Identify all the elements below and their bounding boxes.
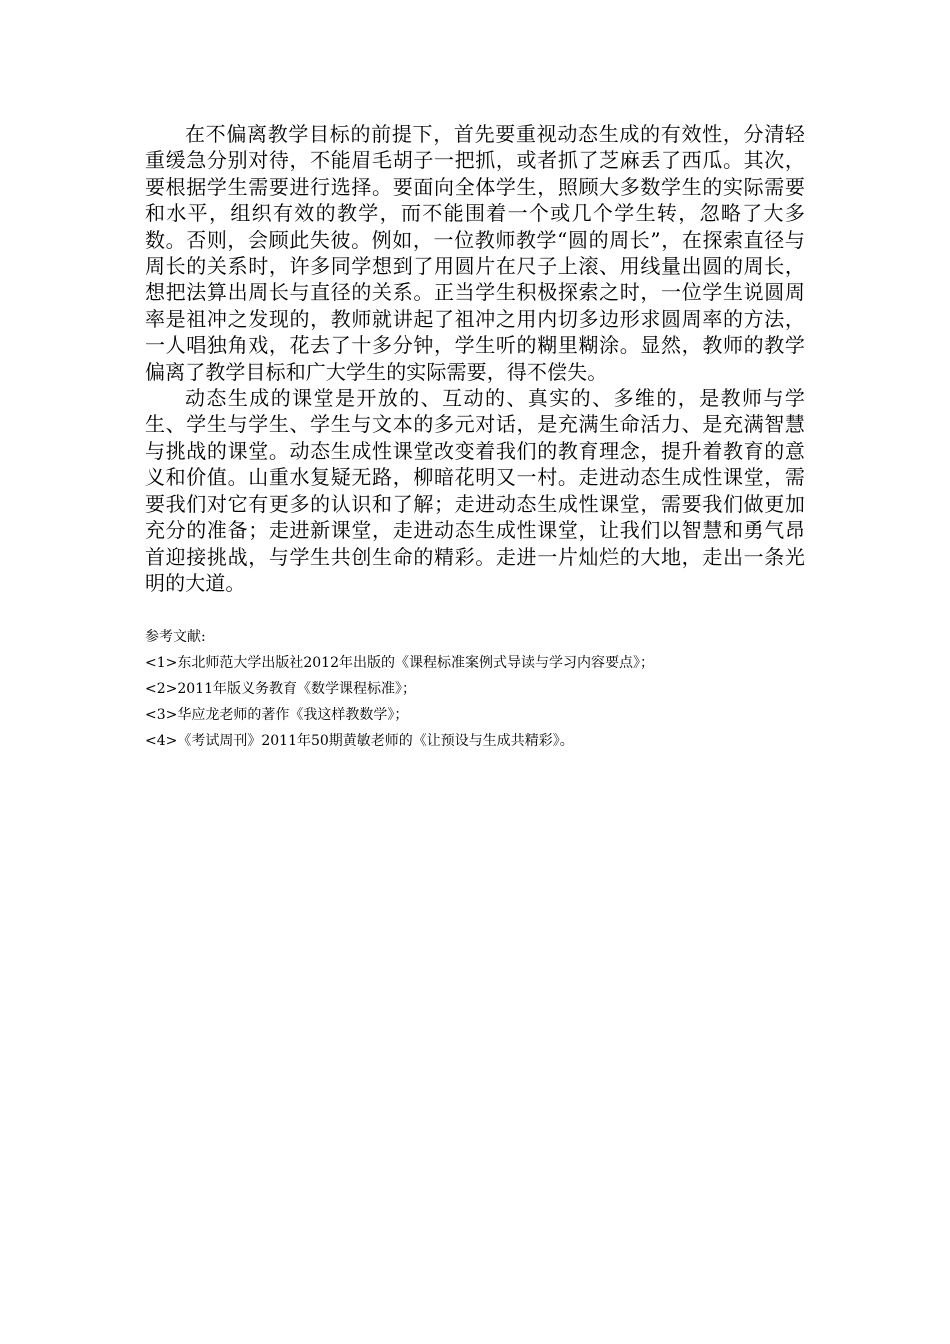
references-section — [145, 624, 805, 754]
body-paragraph-1: 在不偏离教学目标的前提下，首先要重视动态生成的有效性，分清轻重缓急分别对待，不能眉毛胡子一把抓，或者抓了芝麻丢了西瓜。其次，要根据学生需要进行选择。要面向全体学生，照顾大多数学生的实际需要和水平，组织有效的教学，而不能围着一个或几个学生转，忽略了大多数。否则，会顾此失彼。例如，一位教师教学“圆的周长”，在探索直径与周长的关系时，许多同学想到了用圆片在尺子上滚、用线量出圆的周长，想把法算出周长与直径的关系。正当学生积极探索之时，一位学生说圆周率是祖冲之发现的，教师就讲起了祖冲之用内切多边形求圆周率的方法，一人唱独角戏，花去了十多分钟，学生听的糊里糊涂。显然，教师的教学偏离了教学目标和广大学生的实际需要，得不偿失。 — [145, 122, 805, 384]
body-paragraph-2: 动态生成的课堂是开放的、互动的、真实的、多维的，是教师与学生、学生与学生、学生与文本的多元对话，是充满生命活力、是充满智慧与挑战的课堂。动态生成性课堂改变着我们的教育理念，提升着教育的意义和价值。山重水复疑无路，柳暗花明又一村。走进动态生成性课堂，需要我们对它有更多的认识和了解；走进动态生成性课堂，需要我们做更加充分的准备；走进新课堂，走进动态生成性课堂，让我们以智慧和勇气昂首迎接挑战，与学生共创生命的精彩。走进一片灿烂的大地，走出一条光明的大道。 — [145, 386, 805, 595]
reference-item-1: <1>东北师范大学出版社2012年出版的《课程标准案例式导读与学习内容要点》； — [145, 655, 654, 671]
document-body — [145, 121, 805, 596]
reference-item-4: <4>《考试周刊》2011年50期黄敏老师的《让预设与生成共精彩》。 — [145, 733, 574, 749]
reference-item-2: <2>2011年版义务教育《数学课程标准》； — [145, 681, 416, 697]
reference-item-3: <3>华应龙老师的著作《我这样教数学》； — [145, 707, 409, 723]
references-title: 参考文献: — [145, 629, 206, 645]
